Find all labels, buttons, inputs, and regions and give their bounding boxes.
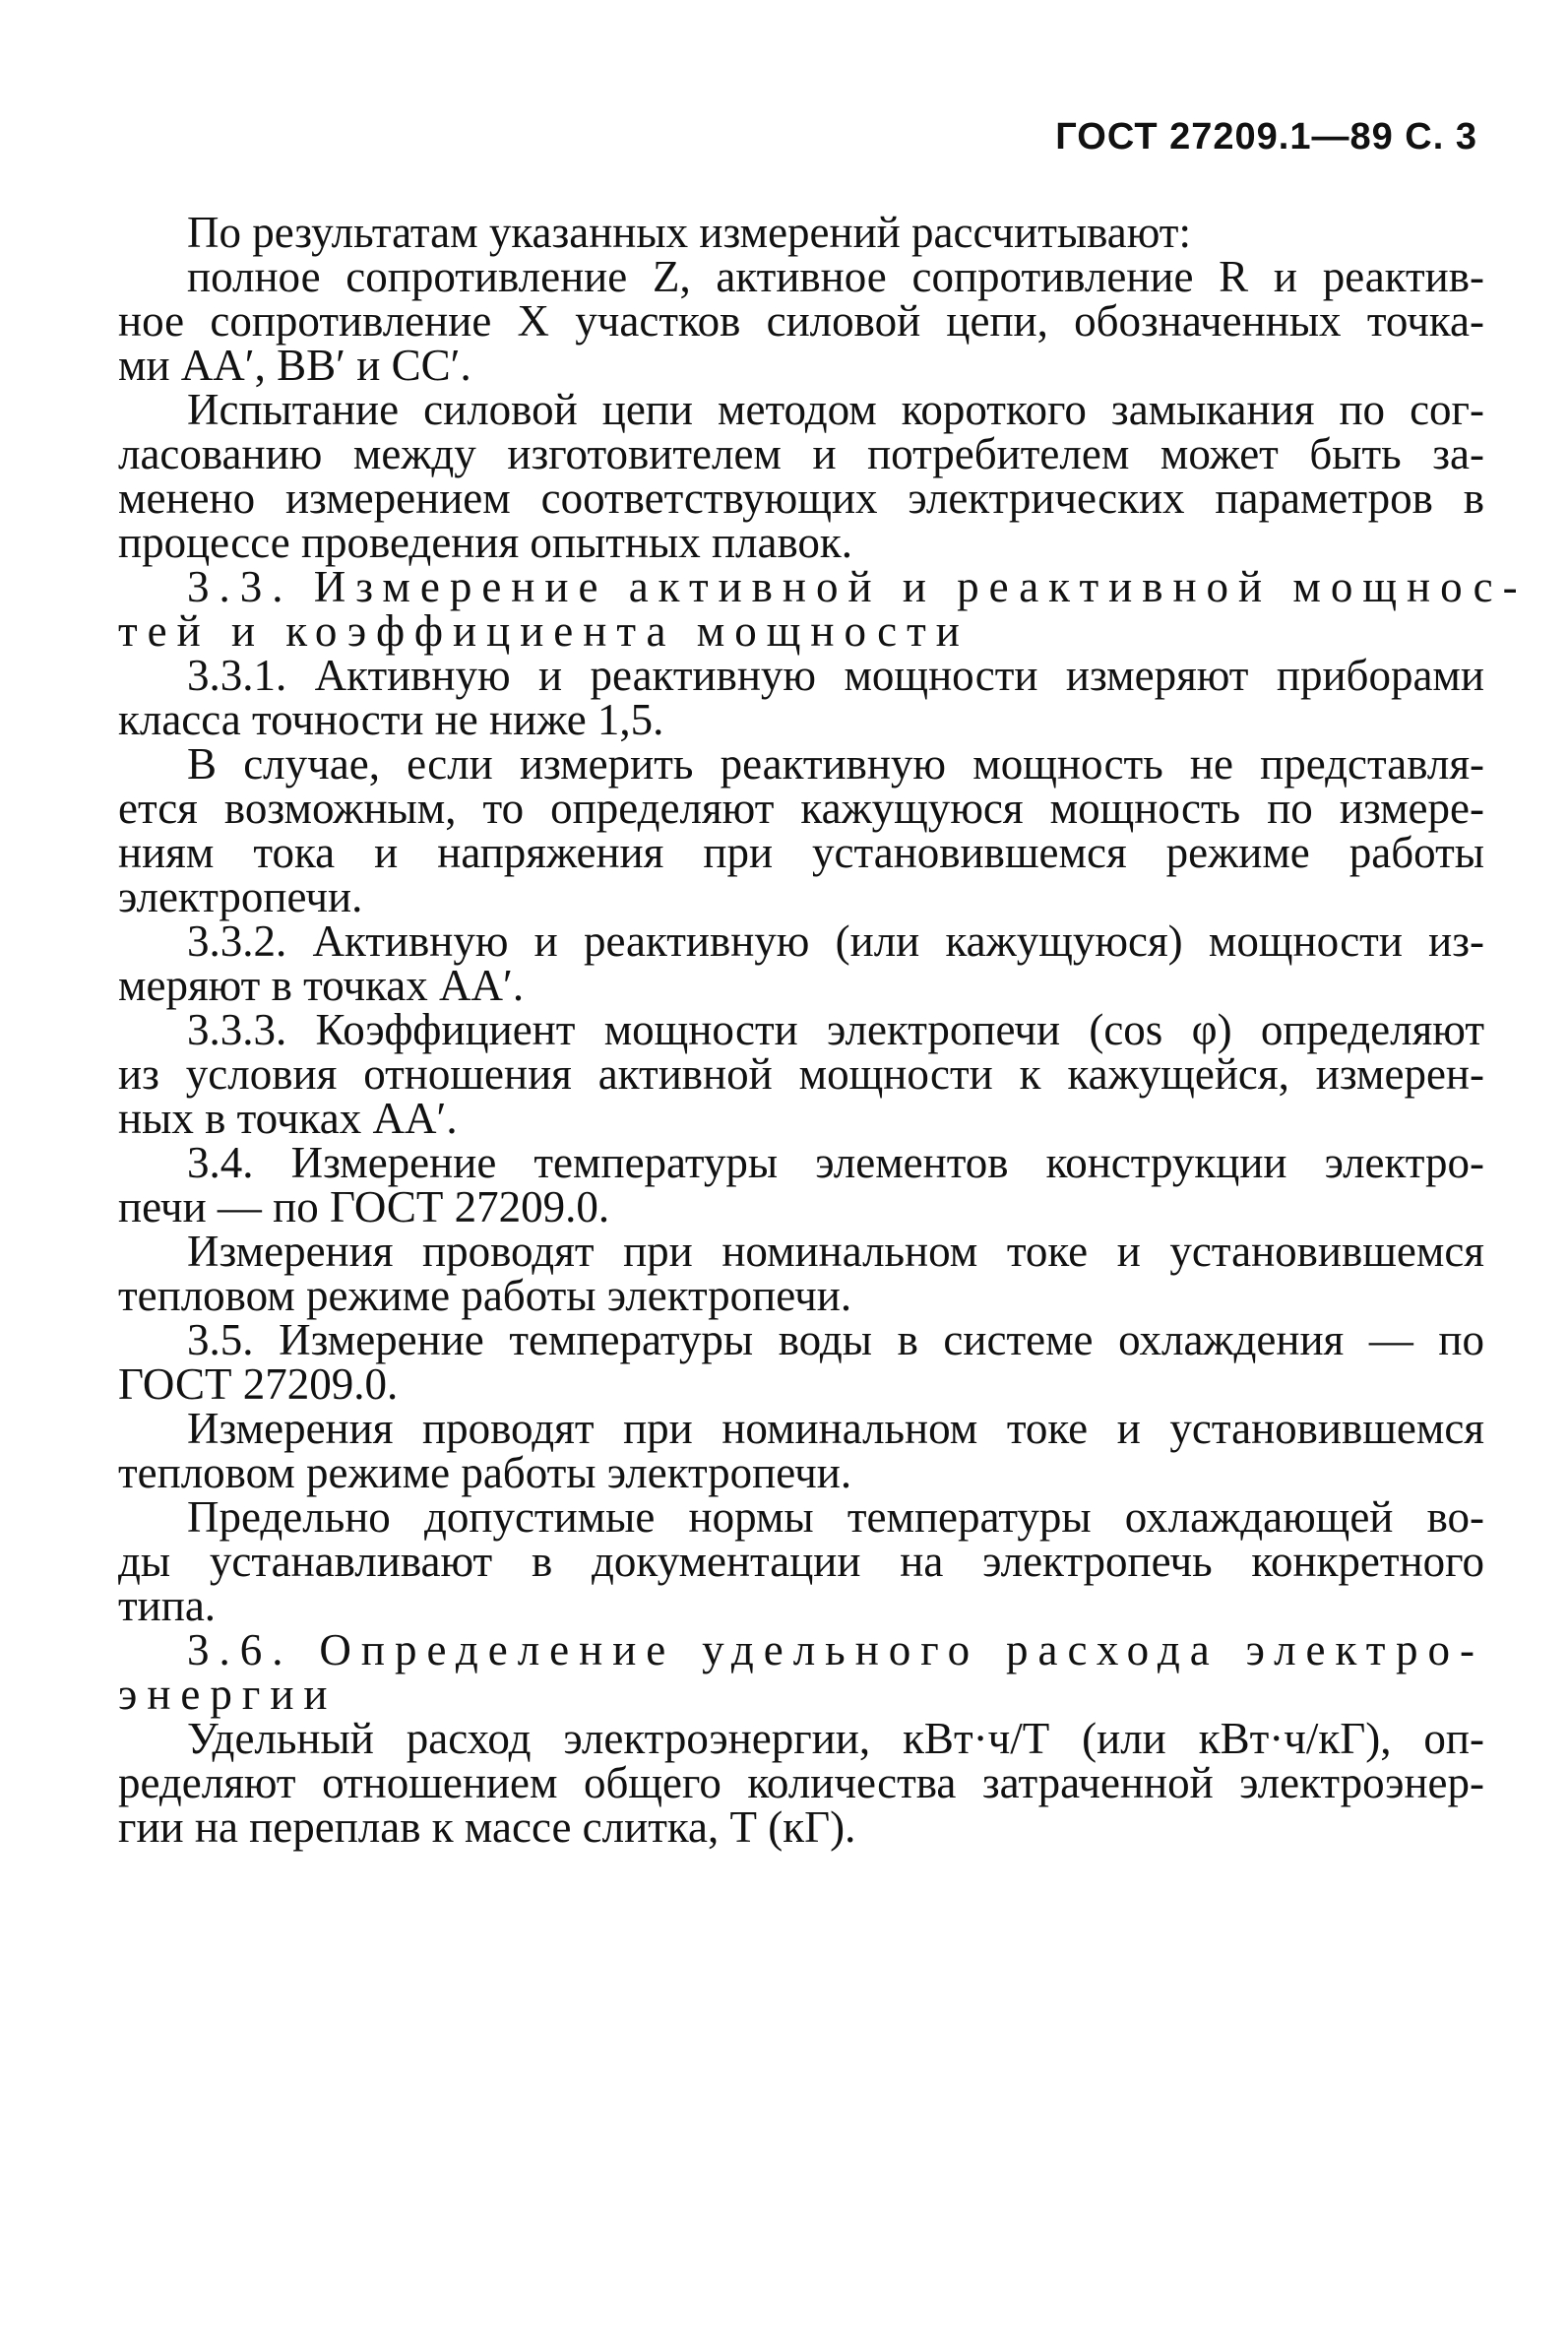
text-line: печи — по ГОСТ 27209.0. bbox=[118, 1182, 610, 1231]
text-line: ГОСТ 27209.0. bbox=[118, 1359, 399, 1409]
document-body bbox=[118, 208, 1528, 1852]
text-line: ное сопротивление X участков силовой цепи, обозначенных точка- bbox=[118, 296, 1484, 346]
text-line: Измерения проводят при номинальном токе и установившемся bbox=[187, 1227, 1484, 1276]
text-line: ется возможным, то определяют кажущуюся мощность по измере- bbox=[118, 784, 1484, 833]
text-line: 3.3.1. Активную и реактивную мощности измеряют приборами bbox=[187, 651, 1484, 700]
text-line: ределяют отношением общего количества затраченной электроэнер- bbox=[118, 1758, 1484, 1807]
text-line: тей и коэффициента мощности bbox=[118, 606, 970, 656]
text-line: 3.6. Определение удельного расхода электро- bbox=[187, 1625, 1484, 1674]
text-line: полное сопротивление Z, активное сопротивление R и реактив- bbox=[187, 252, 1484, 301]
text-line: ды устанавливают в документации на электропечь конкретного bbox=[118, 1537, 1484, 1586]
text-line: процессе проведения опытных плавок. bbox=[118, 518, 853, 567]
text-line: тепловом режиме работы электропечи. bbox=[118, 1448, 852, 1497]
text-line: тепловом режиме работы электропечи. bbox=[118, 1271, 852, 1320]
text-line: Предельно допустимые нормы температуры охлаждающей во- bbox=[187, 1492, 1484, 1542]
page-header: ГОСТ 27209.1—89 С. 3 bbox=[1055, 116, 1477, 158]
text-line: класса точности не ниже 1,5. bbox=[118, 695, 664, 744]
text-line: меряют в точках AA′. bbox=[118, 961, 525, 1010]
text-line: гии на переплав к массе слитка, Т (кГ). bbox=[118, 1802, 856, 1852]
text-line: из условия отношения активной мощности к кажущейся, измерен- bbox=[118, 1049, 1484, 1099]
text-line: Измерения проводят при номинальном токе и установившемся bbox=[187, 1404, 1484, 1453]
text-line: Испытание силовой цепи методом короткого замыкания по сог- bbox=[187, 385, 1484, 434]
text-line: менено измерением соответствующих электрических параметров в bbox=[118, 473, 1484, 523]
text-line: 3.3.3. Коэффициент мощности электропечи (cos φ) определяют bbox=[187, 1005, 1484, 1054]
text-line: ласованию между изготовителем и потребителем может быть за- bbox=[118, 429, 1484, 478]
text-line: энергии bbox=[118, 1670, 338, 1719]
text-line: Удельный расход электроэнергии, кВт·ч/Т (или кВт·ч/кГ), оп- bbox=[187, 1714, 1484, 1763]
text-line: ных в точках AA′. bbox=[118, 1094, 458, 1143]
text-line: электропечи. bbox=[118, 872, 363, 921]
text-line: 3.3. Измерение активной и реактивной мощнос- bbox=[187, 562, 1528, 611]
text-line: ми AA′, BB′ и CC′. bbox=[118, 341, 471, 390]
text-line: ниям тока и напряжения при установившемся режиме работы bbox=[118, 828, 1484, 877]
text-line: В случае, если измерить реактивную мощность не представля- bbox=[187, 739, 1484, 789]
text-line: типа. bbox=[118, 1581, 217, 1630]
text-line: 3.5. Измерение температуры воды в системе охлаждения — по bbox=[187, 1315, 1484, 1364]
text-line: 3.3.2. Активную и реактивную (или кажущуюся) мощности из- bbox=[187, 916, 1484, 966]
text-line: По результатам указанных измерений рассчитывают: bbox=[187, 208, 1191, 257]
text-line: 3.4. Измерение температуры элементов конструкции электро- bbox=[187, 1138, 1484, 1187]
